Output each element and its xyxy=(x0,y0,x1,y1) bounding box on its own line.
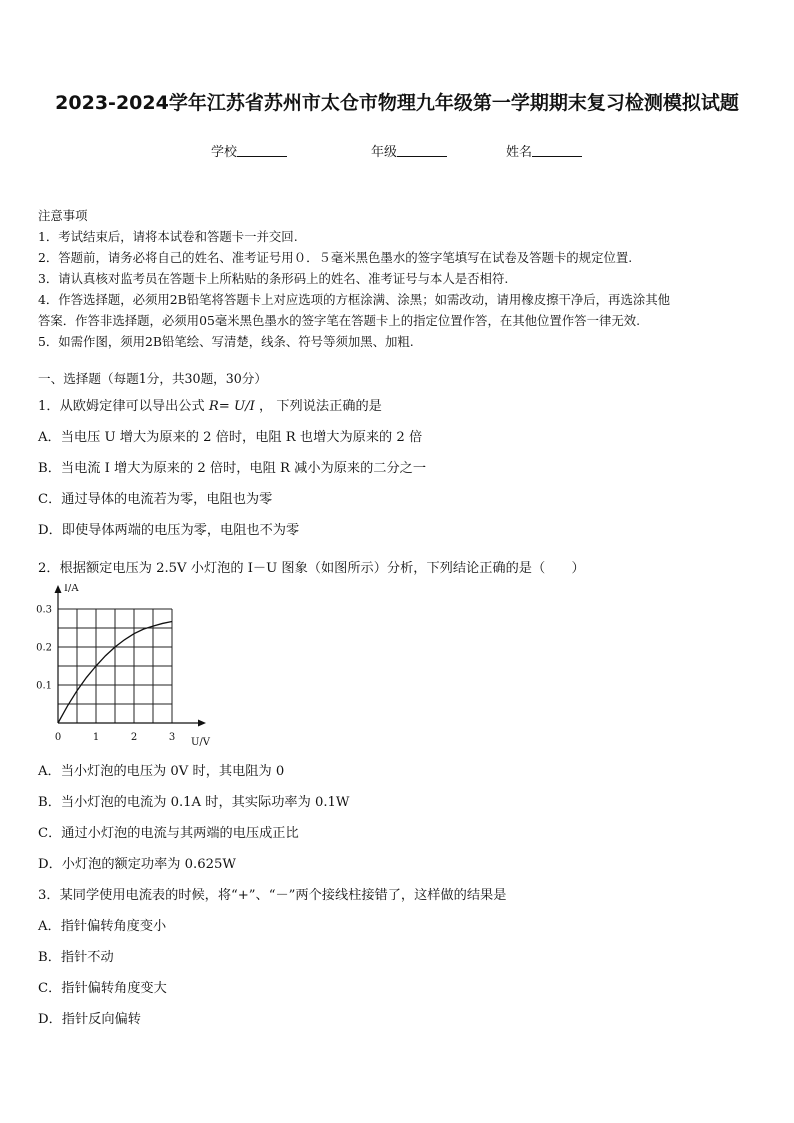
section-title: 一、选择题（每题1分，共30题，30分） xyxy=(38,371,267,386)
question-1-stem xyxy=(38,395,382,414)
y-axis-arrow xyxy=(55,585,62,593)
question-2-option-d[interactable]: D．小灯泡的额定功率为 0.625W xyxy=(38,857,236,872)
question-2-stem: 2．根据额定电压为 2.5V 小灯泡的 I－U 图象（如图所示）分析，下列结论正确的是（ ） xyxy=(38,561,585,576)
name-field[interactable] xyxy=(506,141,582,160)
question-3-option-a[interactable]: A．指针偏转角度变小 xyxy=(38,919,167,934)
y-tick-label: 0.2 xyxy=(36,642,52,654)
notice-item: 4．作答选择题，必须用2B铅笔将答题卡上对应选项的方框涂满、涂黑；如需改动，请用橡皮擦干净后，再选涂其他 xyxy=(38,292,671,307)
name-blank[interactable] xyxy=(532,144,582,157)
question-3-option-b[interactable]: B．指针不动 xyxy=(38,950,114,965)
question-1-option-b[interactable]: B．当电流 I 增大为原来的 2 倍时，电阻 R 减小为原来的二分之一 xyxy=(38,461,427,476)
grade-field[interactable] xyxy=(371,141,447,160)
x-axis-label: U/V xyxy=(191,737,211,748)
notice-block xyxy=(38,205,760,352)
iu-chart xyxy=(36,584,216,754)
question-3-option-d[interactable]: D．指针反向偏转 xyxy=(38,1012,141,1027)
question-1-option-c[interactable]: C．通过导体的电流若为零，电阻也为零 xyxy=(38,492,273,507)
question-2-option-a[interactable]: A．当小灯泡的电压为 0V 时，其电阻为 0 xyxy=(38,764,285,779)
x-tick-label: 0 xyxy=(54,732,62,743)
x-tick-label: 1 xyxy=(92,732,100,743)
grade-blank[interactable] xyxy=(397,144,447,157)
question-1-option-a[interactable]: A．当电压 U 增大为原来的 2 倍时，电阻 R 也增大为原来的 2 倍 xyxy=(38,430,423,445)
question-2-option-b[interactable]: B．当小灯泡的电流为 0.1A 时，其实际功率为 0.1W xyxy=(38,795,350,810)
question-2-option-c[interactable]: C．通过小灯泡的电流与其两端的电压成正比 xyxy=(38,826,299,841)
name-label: 姓名 xyxy=(506,145,533,160)
x-axis-arrow xyxy=(198,720,206,727)
iu-chart-svg xyxy=(36,584,216,754)
school-field[interactable] xyxy=(211,141,287,160)
question-3-option-c[interactable]: C．指针偏转角度变大 xyxy=(38,981,167,996)
y-tick-label: 0.3 xyxy=(36,604,52,616)
y-tick-label: 0.1 xyxy=(36,680,52,692)
x-tick-label: 2 xyxy=(130,732,138,743)
grade-label: 年级 xyxy=(371,145,398,160)
x-tick-label: 3 xyxy=(168,732,176,743)
notice-item: 2．答题前，请务必将自己的姓名、准考证号用０．５毫米黑色墨水的签字笔填写在试卷及答题卡的规定位置. xyxy=(38,250,633,265)
school-blank[interactable] xyxy=(237,144,287,157)
notice-item: 答案．作答非选择题，必须用05毫米黑色墨水的签字笔在答题卡上的指定位置作答，在其他位置作答一律无效. xyxy=(38,313,641,328)
question-1-option-d[interactable]: D．即使导体两端的电压为零，电阻也不为零 xyxy=(38,523,300,538)
exam-title: 2023-2024学年江苏省苏州市太仓市物理九年级第一学期期末复习检测模拟试题 xyxy=(55,92,739,114)
y-axis-label: I/A xyxy=(64,584,79,594)
notice-item: 3．请认真核对监考员在答题卡上所粘贴的条形码上的姓名、准考证号与本人是否相符. xyxy=(38,271,509,286)
question-1-formula: R= U/I xyxy=(208,399,255,414)
notice-item: 5．如需作图，须用2B铅笔绘、写清楚，线条、符号等须加黑、加粗. xyxy=(38,334,414,349)
question-3-stem: 3．某同学使用电流表的时候，将“+”、“－”两个接线柱接错了，这样做的结果是 xyxy=(38,888,507,903)
question-1-stem-post: ， 下列说法正确的是 xyxy=(258,399,382,414)
school-label: 学校 xyxy=(211,145,238,160)
notice-heading: 注意事项 xyxy=(38,208,88,223)
question-1-stem-pre: 1．从欧姆定律可以导出公式 xyxy=(38,399,205,414)
notice-item: 1．考试结束后，请将本试卷和答题卡一并交回. xyxy=(38,229,298,244)
